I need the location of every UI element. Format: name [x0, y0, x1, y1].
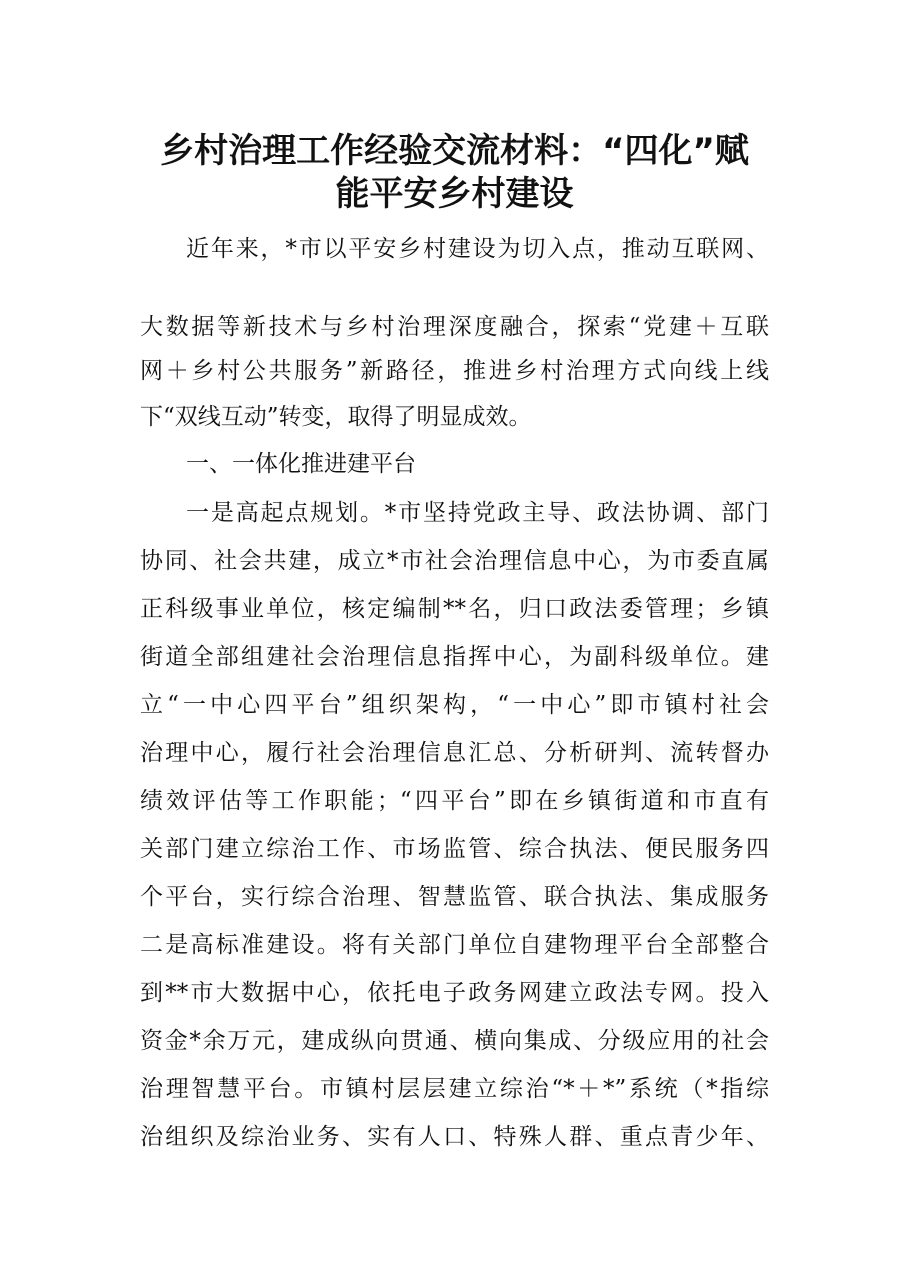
paragraph-line: 协同、社会共建，成立*市社会治理信息中心，为市委直属: [140, 548, 769, 574]
document-title-line-1: 乡村治理工作经验交流材料：“四化”赋: [160, 131, 749, 171]
paragraph-line: 一是高起点规划。*市坚持党政主导、政法协调、部门: [186, 500, 769, 526]
section-heading-1: 一、一体化推进建平台: [186, 451, 416, 477]
paragraph-intro-line-2: 大数据等新技术与乡村治理深度融合，探索“党建＋互联: [140, 314, 769, 340]
paragraph-line: 立“一中心四平台”组织架构，“一中心”即市镇村社会: [140, 692, 769, 718]
paragraph-line: 到**市大数据中心，依托电子政务网建立政法专网。投入: [140, 980, 769, 1006]
paragraph-line: 正科级事业单位，核定编制**名，归口政法委管理；乡镇: [140, 596, 769, 622]
paragraph-line: 治理中心，履行社会治理信息汇总、分析研判、流转督办: [140, 740, 769, 766]
paragraph-line: 治组织及综治业务、实有人口、特殊人群、重点青少年、: [140, 1124, 769, 1150]
paragraph-line: 治理智慧平台。市镇村层层建立综治“*＋*”系统（*指综: [140, 1076, 769, 1102]
document-title-line-2: 能平安乡村建设: [335, 174, 574, 214]
paragraph-line: 个平台，实行综合治理、智慧监管、联合执法、集成服务: [140, 884, 769, 910]
paragraph-intro-line-4: 下“双线互动”转变，取得了明显成效。: [140, 404, 532, 430]
paragraph-intro-line-3: 网＋乡村公共服务”新路径，推进乡村治理方式向线上线: [140, 358, 769, 384]
paragraph-line: 二是高标准建设。将有关部门单位自建物理平台全部整合: [140, 932, 769, 958]
paragraph-line: 街道全部组建社会治理信息指挥中心，为副科级单位。建: [140, 644, 769, 670]
paragraph-line: 绩效评估等工作职能；“四平台”即在乡镇街道和市直有: [140, 788, 769, 814]
paragraph-intro-line-1: 近年来，*市以平安乡村建设为切入点，推动互联网、: [186, 236, 769, 262]
paragraph-line: 关部门建立综治工作、市场监管、综合执法、便民服务四: [140, 836, 769, 862]
paragraph-line: 资金*余万元，建成纵向贯通、横向集成、分级应用的社会: [140, 1028, 769, 1054]
